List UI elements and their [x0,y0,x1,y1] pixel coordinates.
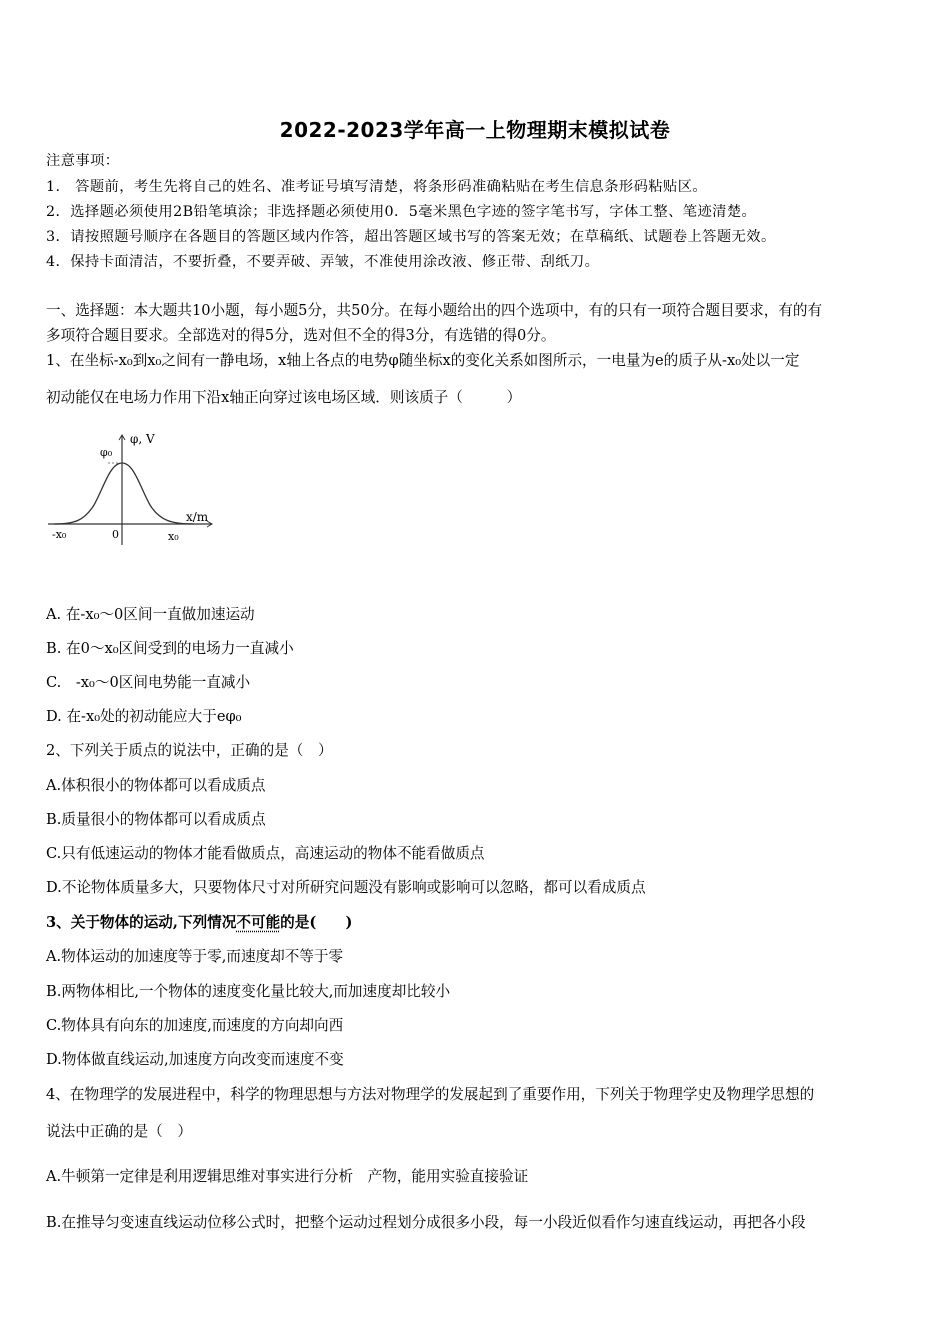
notice-item: 1. 答题前，考生先将自己的姓名、准考证号填写清楚，将条形码准确粘贴在考生信息条形码粘贴区。 [46,179,708,195]
question-2-option-d: D.不论物体质量多大，只要物体尺寸对所研究问题没有影响或影响可以忽略，都可以看成质点 [46,879,646,896]
origin-label: 0 [112,528,119,541]
section-instructions: 多项符合题目要求。全部选对的得5分，选对但不全的得3分，有选错的得0分。 [46,327,556,344]
potential-curve [54,463,194,524]
question-3-option-b: B.两物体相比,一个物体的速度变化量比较大,而加速度却比较小 [46,983,451,1000]
question-4-stem: 说法中正确的是（ ） [46,1123,192,1140]
question-4-option-b: B.在推导匀变速直线运动位移公式时，把整个运动过程划分成很多小段，每一小段近似看作匀速直线运动，再把各小段 [46,1214,806,1231]
question-1-option-a: A. 在-x₀～0区间一直做加速运动 [46,606,255,623]
question-2-option-a: A.体积很小的物体都可以看成质点 [46,777,266,794]
question-3-option-c: C.物体具有向东的加速度,而速度的方向却向西 [46,1017,344,1034]
notice-item: 3．请按照题号顺序在各题目的答题区域内作答，超出答题区域书写的答案无效；在草稿纸、试题卷上答题无效。 [46,229,776,245]
question-2-option-c: C.只有低速运动的物体才能看做质点，高速运动的物体不能看做质点 [46,845,485,862]
notice-heading: 注意事项： [46,153,120,169]
question-3-stem-emphasis: 不可能 [236,914,281,931]
question-3-option-a: A.物体运动的加速度等于零,而速度却不等于零 [46,948,344,965]
x-axis-label: x/m [186,510,209,524]
question-2-option-b: B.质量很小的物体都可以看成质点 [46,811,266,828]
question-4-option-a: A.牛顿第一定律是利用逻辑思维对事实进行分析 产物，能用实验直接验证 [46,1168,529,1185]
left-bound-label: -x₀ [52,528,67,541]
question-2-stem: 2、下列关于质点的说法中，正确的是（ ） [46,742,333,759]
question-1-option-b: B. 在0～x₀区间受到的电场力一直减小 [46,640,294,657]
y-axis-label: φ, V [130,432,155,446]
question-3-stem-post: 的是( ) [280,914,353,931]
question-1-stem: 初动能仅在电场力作用下沿x轴正向穿过该电场区域．则该质子（ ） [46,389,522,406]
notice-item: 2．选择题必须使用2B铅笔填涂；非选择题必须使用0．5毫米黑色字迹的签字笔书写，字体工整、笔迹清楚。 [46,204,757,220]
question-1-option-d: D. 在-x₀处的初动能应大于eφ₀ [46,708,242,725]
question-3-stem [46,914,910,932]
question-3-option-d: D.物体做直线运动,加速度方向改变而速度不变 [46,1051,344,1068]
right-bound-label: x₀ [168,530,179,543]
question-3-stem-pre: 3、关于物体的运动,下列情况 [46,914,237,931]
question-1-option-c: C. -x₀～0区间电势能一直减小 [46,674,251,691]
question-1-stem: 1、在坐标-x₀到x₀之间有一静电场，x轴上各点的电势φ随坐标x的变化关系如图所示，一电量为e的质子从-x₀处以一定 [46,352,800,369]
page-title: 2022-2023学年高一上物理期末模拟试卷 [279,118,671,142]
question-4-stem: 4、在物理学的发展进程中，科学的物理思想与方法对物理学的发展起到了重要作用，下列关于物理学史及物理学思想的 [46,1086,815,1103]
section-instructions: 一、选择题：本大题共10小题，每小题5分，共50分。在每小题给出的四个选项中，有的只有一项符合题目要求，有的有 [46,302,823,319]
peak-label: φ₀ [100,446,113,459]
notice-item: 4．保持卡面清洁，不要折叠，不要弄破、弄皱，不准使用涂改液、修正带、刮纸刀。 [46,254,600,270]
potential-graph [44,425,219,550]
